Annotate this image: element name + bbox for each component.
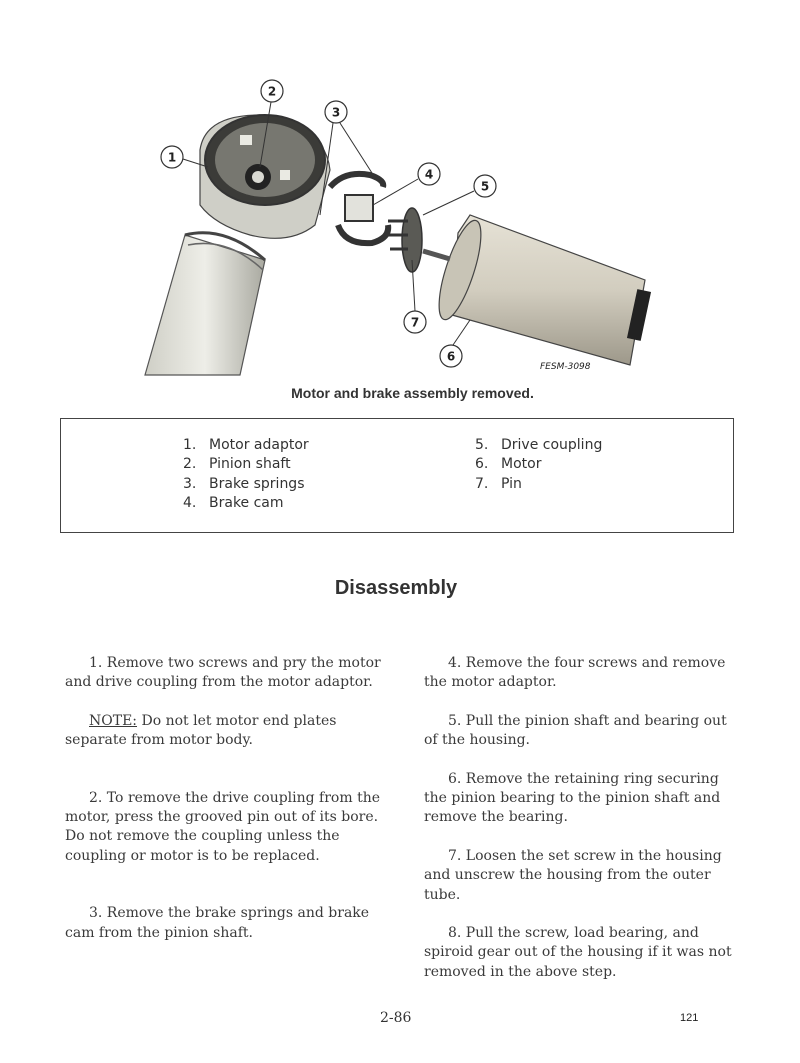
legend-item-label: Pin bbox=[501, 475, 522, 492]
legend-item-label: Motor bbox=[501, 456, 542, 473]
instructions-column-left bbox=[65, 654, 385, 943]
legend-item-label: Brake cam bbox=[209, 494, 284, 511]
step-8: 8. Pull the screw, load bearing, and spiroid gear out of the housing if it was not removed in the above step. bbox=[424, 925, 732, 980]
parts-legend-box bbox=[60, 418, 734, 533]
drive-coupling-drawing bbox=[388, 208, 422, 272]
step-4: 4. Remove the four screws and remove the motor adaptor. bbox=[424, 655, 726, 691]
legend-item bbox=[183, 455, 309, 474]
legend-item bbox=[475, 455, 602, 474]
step-3: 3. Remove the brake springs and brake cam from the pinion shaft. bbox=[65, 905, 370, 941]
step-7: 7. Loosen the set screw in the housing and unscrew the housing from the outer tube. bbox=[424, 847, 722, 903]
legend-item-number: 7. bbox=[475, 475, 489, 492]
exploded-view-drawing bbox=[140, 75, 660, 380]
callout-6 bbox=[440, 320, 470, 367]
callout-4-label: 4 bbox=[424, 167, 434, 182]
legend-item-number: 3. bbox=[183, 475, 197, 492]
callout-2-label: 2 bbox=[267, 84, 277, 99]
note-paragraph bbox=[65, 712, 385, 751]
callout-6-label: 6 bbox=[446, 349, 456, 364]
legend-item bbox=[183, 494, 309, 513]
brake-cam-drawing bbox=[345, 195, 373, 221]
figure-code: FESM-3098 bbox=[540, 362, 591, 372]
callout-3-label: 3 bbox=[331, 105, 341, 120]
legend-item bbox=[183, 475, 309, 494]
motor-brake-illustration bbox=[140, 75, 660, 380]
legend-item-number: 5. bbox=[475, 437, 489, 453]
callout-7-label: 7 bbox=[410, 315, 420, 330]
page-number: 2-86 bbox=[380, 1010, 412, 1026]
legend-item bbox=[183, 436, 309, 455]
legend-item-number: 1. bbox=[183, 437, 197, 453]
callout-5-label: 5 bbox=[480, 179, 490, 194]
note-text: Do not let motor end plates separate from motor body. bbox=[65, 712, 337, 749]
section-title: Disassembly bbox=[334, 577, 458, 599]
legend-item-label: Pinion shaft bbox=[209, 456, 291, 473]
outer-tube-drawing bbox=[145, 233, 265, 375]
legend-item-number: 2. bbox=[183, 456, 197, 473]
step-6: 6. Remove the retaining ring securing the pinion bearing to the pinion shaft and remove the bearing. bbox=[424, 770, 721, 826]
legend-item-label: Motor adaptor bbox=[209, 437, 309, 453]
note-label: NOTE: bbox=[89, 712, 138, 729]
legend-column-right bbox=[475, 436, 602, 494]
step-5: 5. Pull the pinion shaft and bearing out of the housing. bbox=[424, 712, 727, 749]
motor-drawing bbox=[423, 215, 651, 365]
step-1: 1. Remove two screws and pry the motor and drive coupling from the motor adaptor. bbox=[65, 655, 381, 691]
legend-column-left bbox=[183, 436, 309, 513]
instructions-column-right bbox=[424, 654, 744, 982]
legend-item bbox=[475, 436, 602, 455]
legend-item-label: Drive coupling bbox=[501, 437, 603, 453]
page-index: 121 bbox=[680, 1012, 699, 1024]
motor-adaptor-drawing bbox=[200, 115, 330, 238]
figure-caption: Motor and brake assembly removed. bbox=[291, 385, 534, 401]
legend-item bbox=[475, 475, 602, 494]
legend-item-number: 6. bbox=[475, 456, 489, 473]
callout-1-label: 1 bbox=[167, 150, 177, 165]
step-2: 2. To remove the drive coupling from the motor, press the grooved pin out of its bore. Do not remove the coupling unless the coupling or motor is to be replaced. bbox=[65, 789, 381, 864]
legend-item-label: Brake springs bbox=[209, 475, 305, 492]
legend-item-number: 4. bbox=[183, 494, 197, 511]
